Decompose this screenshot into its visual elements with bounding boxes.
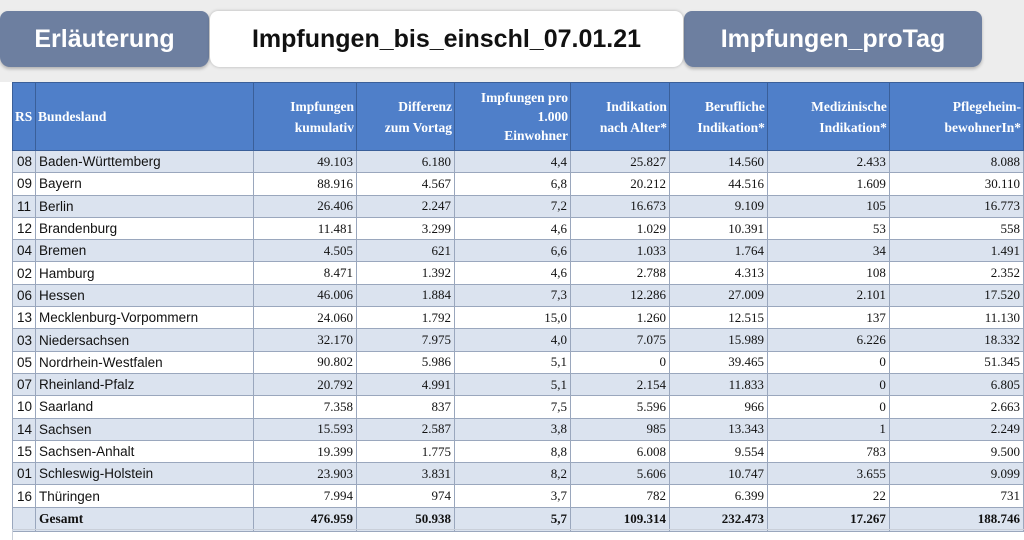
table-row <box>13 485 1024 507</box>
cell-kum[interactable]: 7.358 <box>254 396 357 418</box>
table-row <box>13 217 1024 239</box>
empty-row <box>12 529 1024 540</box>
table-row <box>13 329 1024 351</box>
cell-kum[interactable]: 476.959 <box>254 507 357 531</box>
header-text: Medizinische <box>811 98 887 114</box>
header-row <box>13 83 1024 151</box>
cell-diff[interactable]: 3.299 <box>357 217 455 239</box>
cell-pro[interactable]: 5,7 <box>454 507 570 531</box>
spreadsheet-area <box>0 82 1024 540</box>
cell-med[interactable]: 783 <box>767 440 889 462</box>
cell-land[interactable]: Hessen <box>36 284 254 306</box>
cell-pro[interactable]: 4,4 <box>454 151 570 173</box>
cell-kum[interactable]: 88.916 <box>254 173 357 195</box>
cell-med[interactable]: 137 <box>767 307 889 329</box>
cell-rs[interactable]: 02 <box>13 262 36 284</box>
cell-pflege[interactable]: 2.663 <box>889 396 1023 418</box>
cell-beruf[interactable]: 6.399 <box>669 485 767 507</box>
cell-diff[interactable]: 1.775 <box>357 440 455 462</box>
cell-diff[interactable]: 50.938 <box>357 507 455 531</box>
cell-rs[interactable]: 07 <box>13 373 36 395</box>
cell-kum[interactable]: 20.792 <box>254 373 357 395</box>
cell-rs[interactable] <box>13 507 36 531</box>
cell-rs[interactable]: 03 <box>13 329 36 351</box>
cell-beruf[interactable]: 966 <box>669 396 767 418</box>
cell-land[interactable]: Brandenburg <box>36 217 254 239</box>
cell-pro[interactable]: 4,6 <box>454 217 570 239</box>
table-row <box>13 195 1024 217</box>
cell-diff[interactable]: 621 <box>357 240 455 262</box>
cell-alter[interactable]: 2.154 <box>570 373 669 395</box>
cell-land[interactable]: Saarland <box>36 396 254 418</box>
cell-pro[interactable]: 3,7 <box>454 485 570 507</box>
cell-rs[interactable]: 14 <box>13 418 36 440</box>
header-text: Indikation* <box>819 119 887 135</box>
cell-land[interactable]: Berlin <box>36 195 254 217</box>
header-text: Differenz <box>398 98 452 114</box>
table-row <box>13 307 1024 329</box>
table-body <box>13 151 1024 532</box>
sheet-tab-bar <box>0 0 1024 82</box>
tab-impfungen-pro-tag[interactable]: Impfungen_proTag <box>684 11 982 67</box>
table-row <box>13 284 1024 306</box>
header-berufliche-indikation[interactable] <box>669 83 767 151</box>
cell-rs[interactable]: 04 <box>13 240 36 262</box>
header-text: bewohnerIn* <box>944 119 1021 135</box>
cell-beruf[interactable]: 15.989 <box>669 329 767 351</box>
cell-med[interactable]: 2.101 <box>767 284 889 306</box>
cell-land[interactable]: Nordrhein-Westfalen <box>36 351 254 373</box>
cell-pflege[interactable]: 1.491 <box>889 240 1023 262</box>
cell-beruf[interactable]: 10.747 <box>669 463 767 485</box>
header-text: Indikation* <box>697 119 765 135</box>
cell-rs[interactable]: 11 <box>13 195 36 217</box>
cell-med[interactable]: 0 <box>767 351 889 373</box>
cell-land[interactable]: Rheinland-Pfalz <box>36 373 254 395</box>
cell-pflege[interactable]: 9.500 <box>889 440 1023 462</box>
cell-rs[interactable]: 06 <box>13 284 36 306</box>
cell-pflege[interactable]: 558 <box>889 217 1023 239</box>
cell-diff[interactable]: 1.884 <box>357 284 455 306</box>
cell-med[interactable]: 6.226 <box>767 329 889 351</box>
tab-impfungen-bis-einschl[interactable]: Impfungen_bis_einschl_07.01.21 <box>210 11 683 67</box>
cell-pflege[interactable]: 16.773 <box>889 195 1023 217</box>
cell-diff[interactable]: 5.986 <box>357 351 455 373</box>
cell-rs[interactable]: 12 <box>13 217 36 239</box>
cell-diff[interactable]: 1.792 <box>357 307 455 329</box>
cell-land[interactable]: Bremen <box>36 240 254 262</box>
table-row <box>13 173 1024 195</box>
cell-pro[interactable]: 4,0 <box>454 329 570 351</box>
cell-pflege[interactable]: 18.332 <box>889 329 1023 351</box>
header-pflegeheimbewohner[interactable] <box>889 83 1023 151</box>
cell-pro[interactable]: 8,2 <box>454 463 570 485</box>
cell-kum[interactable]: 32.170 <box>254 329 357 351</box>
header-text: 1.000 <box>537 109 568 124</box>
header-impfungen-kumulativ[interactable] <box>254 83 357 151</box>
cell-diff[interactable]: 1.392 <box>357 262 455 284</box>
cell-pflege[interactable]: 731 <box>889 485 1023 507</box>
cell-alter[interactable]: 1.029 <box>570 217 669 239</box>
cell-beruf[interactable]: 4.313 <box>669 262 767 284</box>
cell-beruf[interactable]: 9.554 <box>669 440 767 462</box>
cell-diff[interactable]: 7.975 <box>357 329 455 351</box>
cell-med[interactable]: 3.655 <box>767 463 889 485</box>
header-text: Impfungen pro <box>480 90 568 105</box>
header-medizinische-indikation[interactable] <box>767 83 889 151</box>
cell-kum[interactable]: 8.471 <box>254 262 357 284</box>
cell-pflege[interactable]: 2.249 <box>889 418 1023 440</box>
cell-med[interactable]: 0 <box>767 373 889 395</box>
cell-land[interactable]: Niedersachsen <box>36 329 254 351</box>
cell-beruf[interactable]: 232.473 <box>669 507 767 531</box>
cell-alter[interactable]: 985 <box>570 418 669 440</box>
cell-land[interactable]: Bayern <box>36 173 254 195</box>
tab-erlaeuterung[interactable]: Erläuterung <box>0 11 209 67</box>
cell-diff[interactable]: 974 <box>357 485 455 507</box>
cell-land[interactable]: Sachsen-Anhalt <box>36 440 254 462</box>
cell-pflege[interactable]: 2.352 <box>889 262 1023 284</box>
header-bundesland[interactable]: Bundesland <box>36 83 254 151</box>
cell-kum[interactable]: 24.060 <box>254 307 357 329</box>
cell-alter[interactable]: 109.314 <box>570 507 669 531</box>
cell-pflege[interactable]: 6.805 <box>889 373 1023 395</box>
header-text: Berufliche <box>704 98 765 114</box>
cell-pro[interactable]: 6,8 <box>454 173 570 195</box>
cell-med[interactable]: 108 <box>767 262 889 284</box>
cell-pflege[interactable]: 11.130 <box>889 307 1023 329</box>
cell-land[interactable]: Hamburg <box>36 262 254 284</box>
cell-beruf[interactable]: 10.391 <box>669 217 767 239</box>
cell-kum[interactable]: 19.399 <box>254 440 357 462</box>
header-text: zum Vortag <box>384 119 452 135</box>
cell-alter[interactable]: 25.827 <box>570 151 669 173</box>
cell-med[interactable]: 105 <box>767 195 889 217</box>
vaccination-table <box>12 82 1024 532</box>
table-row <box>13 373 1024 395</box>
cell-alter[interactable]: 6.008 <box>570 440 669 462</box>
cell-kum[interactable]: 11.481 <box>254 217 357 239</box>
cell-diff[interactable]: 3.831 <box>357 463 455 485</box>
cell-rs[interactable]: 09 <box>13 173 36 195</box>
header-text: nach Alter* <box>599 119 667 135</box>
cell-pro[interactable]: 6,6 <box>454 240 570 262</box>
cell-beruf[interactable]: 12.515 <box>669 307 767 329</box>
cell-pro[interactable]: 8,8 <box>454 440 570 462</box>
cell-pflege[interactable]: 8.088 <box>889 151 1023 173</box>
cell-beruf[interactable]: 13.343 <box>669 418 767 440</box>
cell-pro[interactable]: 7,5 <box>454 396 570 418</box>
cell-pro[interactable]: 7,2 <box>454 195 570 217</box>
cell-pflege[interactable]: 17.520 <box>889 284 1023 306</box>
cell-med[interactable]: 2.433 <box>767 151 889 173</box>
header-impfungen-pro-1000[interactable] <box>454 83 570 151</box>
cell-beruf[interactable]: 44.516 <box>669 173 767 195</box>
cell-land[interactable]: Sachsen <box>36 418 254 440</box>
header-text: Pflegeheim- <box>952 98 1021 114</box>
cell-land[interactable]: Schleswig-Holstein <box>36 463 254 485</box>
cell-med[interactable]: 22 <box>767 485 889 507</box>
header-differenz[interactable] <box>357 83 455 151</box>
cell-pflege[interactable]: 51.345 <box>889 351 1023 373</box>
header-indikation-alter[interactable] <box>570 83 669 151</box>
cell-beruf[interactable]: 27.009 <box>669 284 767 306</box>
table-row <box>13 351 1024 373</box>
cell-land[interactable]: Baden-Württemberg <box>36 151 254 173</box>
cell-rs[interactable]: 05 <box>13 351 36 373</box>
cell-alter[interactable]: 5.596 <box>570 396 669 418</box>
cell-diff[interactable]: 837 <box>357 396 455 418</box>
cell-kum[interactable]: 26.406 <box>254 195 357 217</box>
cell-alter[interactable]: 782 <box>570 485 669 507</box>
cell-pflege[interactable]: 30.110 <box>889 173 1023 195</box>
cell-pflege[interactable]: 188.746 <box>889 507 1023 531</box>
header-text: Indikation <box>606 98 667 114</box>
cell-pro[interactable]: 5,1 <box>454 351 570 373</box>
header-text: Impfungen <box>290 98 354 114</box>
cell-kum[interactable]: 23.903 <box>254 463 357 485</box>
cell-alter[interactable]: 20.212 <box>570 173 669 195</box>
cell-alter[interactable]: 5.606 <box>570 463 669 485</box>
header-rs[interactable]: RS <box>13 83 36 151</box>
table-row <box>13 262 1024 284</box>
cell-land[interactable]: Gesamt <box>36 507 254 531</box>
table-row <box>13 396 1024 418</box>
cell-alter[interactable]: 0 <box>570 351 669 373</box>
table-row <box>13 463 1024 485</box>
cell-beruf[interactable]: 1.764 <box>669 240 767 262</box>
cell-rs[interactable]: 16 <box>13 485 36 507</box>
total-row <box>13 507 1024 531</box>
cell-alter[interactable]: 7.075 <box>570 329 669 351</box>
cell-kum[interactable]: 15.593 <box>254 418 357 440</box>
cell-med[interactable]: 1.609 <box>767 173 889 195</box>
cell-diff[interactable]: 6.180 <box>357 151 455 173</box>
cell-pro[interactable]: 5,1 <box>454 373 570 395</box>
cell-rs[interactable]: 01 <box>13 463 36 485</box>
cell-beruf[interactable]: 39.465 <box>669 351 767 373</box>
table-row <box>13 151 1024 173</box>
cell-rs[interactable]: 10 <box>13 396 36 418</box>
cell-alter[interactable]: 12.286 <box>570 284 669 306</box>
cell-med[interactable]: 17.267 <box>767 507 889 531</box>
cell-alter[interactable]: 16.673 <box>570 195 669 217</box>
header-text: Einwohner <box>504 128 568 143</box>
cell-pro[interactable]: 3,8 <box>454 418 570 440</box>
cell-beruf[interactable]: 9.109 <box>669 195 767 217</box>
table-row <box>13 240 1024 262</box>
cell-rs[interactable]: 15 <box>13 440 36 462</box>
cell-rs[interactable]: 08 <box>13 151 36 173</box>
cell-land[interactable]: Mecklenburg-Vorpommern <box>36 307 254 329</box>
cell-diff[interactable]: 4.567 <box>357 173 455 195</box>
cell-pro[interactable]: 15,0 <box>454 307 570 329</box>
cell-kum[interactable]: 49.103 <box>254 151 357 173</box>
cell-land[interactable]: Thüringen <box>36 485 254 507</box>
cell-alter[interactable]: 1.260 <box>570 307 669 329</box>
cell-diff[interactable]: 4.991 <box>357 373 455 395</box>
cell-med[interactable]: 53 <box>767 217 889 239</box>
cell-beruf[interactable]: 14.560 <box>669 151 767 173</box>
cell-kum[interactable]: 7.994 <box>254 485 357 507</box>
header-text: kumulativ <box>294 119 354 135</box>
cell-alter[interactable]: 1.033 <box>570 240 669 262</box>
cell-alter[interactable]: 2.788 <box>570 262 669 284</box>
cell-pro[interactable]: 7,3 <box>454 284 570 306</box>
cell-pflege[interactable]: 9.099 <box>889 463 1023 485</box>
cell-kum[interactable]: 90.802 <box>254 351 357 373</box>
cell-rs[interactable]: 13 <box>13 307 36 329</box>
table-row <box>13 440 1024 462</box>
cell-diff[interactable]: 2.247 <box>357 195 455 217</box>
cell-kum[interactable]: 4.505 <box>254 240 357 262</box>
cell-med[interactable]: 0 <box>767 396 889 418</box>
cell-pro[interactable]: 4,6 <box>454 262 570 284</box>
cell-diff[interactable]: 2.587 <box>357 418 455 440</box>
cell-beruf[interactable]: 11.833 <box>669 373 767 395</box>
cell-med[interactable]: 34 <box>767 240 889 262</box>
cell-med[interactable]: 1 <box>767 418 889 440</box>
cell-kum[interactable]: 46.006 <box>254 284 357 306</box>
table-row <box>13 418 1024 440</box>
